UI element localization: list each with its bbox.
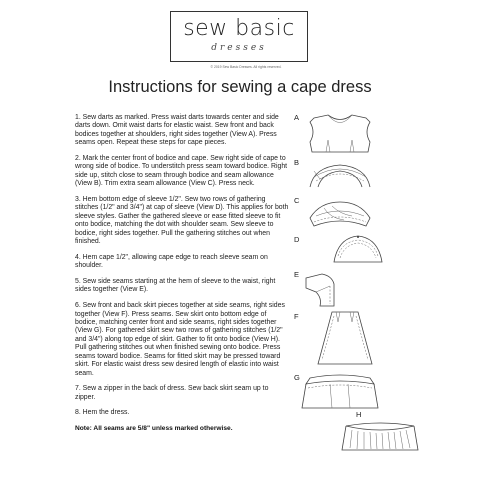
step-4: 4. Hem cape 1/2", allowing cape edge to reach sleeve seam on shoulder. (75, 253, 268, 270)
skirt-to-bodice-icon (300, 370, 380, 410)
step-3: 3. Hem bottom edge of sleeve 1/2". Sew two rows of gathering stitches (1/2" and 3/4") at cap of sleeve (View D). This applies for both sleeve styles. Gather the gathered sleeve or ease fitted sleeve to fit onto bodice, matching the dot with shoulder seam. Sew sleeve to bodice, right sides together. Pull the gathering stitches out when finished. (75, 196, 289, 246)
step-7: 7. Sew a zipper in the back of dress. Sew back skirt seam up to zipper. (75, 385, 269, 401)
logo-title: sew basic (183, 16, 295, 41)
figure-label-g: G (294, 373, 300, 382)
side-seam-icon (300, 268, 360, 308)
figure-label-f: F (294, 312, 299, 321)
gathered-skirt-icon (340, 418, 420, 452)
step-6: 6. Sew front and back skirt pieces together at side seams, right sides together (View F). Press seams. Sew skirt onto bottom edge of bodice, matching center front and side seams, right sides together (View G). For gathered skirt sew two rows of gathering stitches (1/2" and 3/4") along top edge of skirt. Gather to fit onto bodice (View H). Pull gathering stitches out when finished sewing onto bodice. Press seams toward bodice. Seams for fitted skirt may be pressed toward skirt. For elastic waist dress sew desired length of elastic into waist seam. (75, 302, 285, 377)
figure-label-a: A (294, 113, 300, 122)
copyright-notice: © 2019 Sew Basic Dresses. All rights reserved. (210, 65, 282, 69)
trim-seam-allowance-icon (300, 194, 380, 230)
step-1: 1. Sew darts as marked. Press waist darts towards center and side darts down. Omit waist darts for elastic waist. Sew front and back bodices together at shoulders, right sides together (View A). Press seams open. Repeat these steps for cape pieces. (75, 114, 279, 147)
logo-subtitle: dresses (211, 43, 267, 53)
step-5: 5. Sew side seams starting at the hem of sleeve to the waist, right sides together (View E). (75, 278, 276, 294)
skirt-side-seams-icon (310, 308, 380, 368)
cape-understitch-icon (300, 157, 380, 191)
figure-label-c: C (294, 196, 300, 205)
step-8: 8. Hem the dress. (75, 409, 130, 417)
figure-label-h: H (356, 410, 362, 419)
bodice-shoulders-icon (300, 112, 380, 156)
figure-label-d: D (294, 235, 300, 244)
figure-label-e: E (294, 270, 300, 279)
page-title: Instructions for sewing a cape dress (108, 78, 372, 96)
step-2: 2. Mark the center front of bodice and cape. Sew right side of cape to wrong side of bodice. To understitch press seam toward bodice. Right side up, stitch close to seam through bodice and seam allowance (View B). Trim extra seam allowance (View C). Press neck. (75, 155, 288, 188)
seam-note: Note: All seams are 5/8" unless marked otherwise. (75, 425, 233, 433)
figure-label-b: B (294, 158, 300, 167)
instruction-steps (75, 114, 290, 433)
brand-logo (170, 11, 308, 62)
sleeve-gathering-icon (330, 230, 386, 266)
